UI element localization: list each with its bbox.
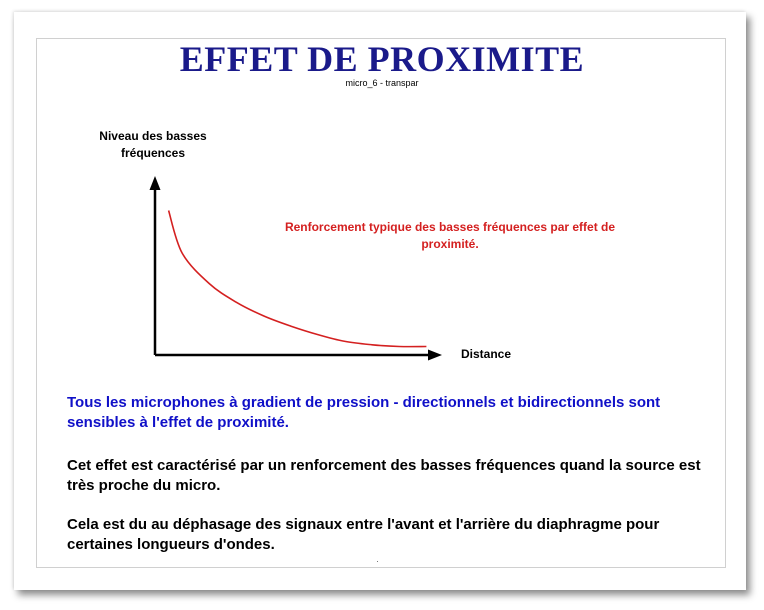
chart-curve-series-0 — [169, 211, 427, 347]
chart-annotation: Renforcement typique des basses fréquences par effet de proximité. — [284, 220, 616, 251]
chart-y-axis-arrowhead — [150, 176, 161, 190]
chart-x-axis-label: Distance — [461, 347, 512, 361]
slide-title: EFFET DE PROXIMITE — [179, 39, 585, 79]
slide-subtitle: micro_6 - transpar — [345, 78, 419, 88]
chart-x-axis-arrowhead — [428, 350, 442, 361]
slide-footer-dot — [377, 561, 378, 562]
chart-y-axis-label: Niveau des basses fréquences — [99, 129, 207, 160]
paragraph-proximity-intro: Tous les microphones à gradient de pression - directionnels et bidirectionnels sont sensibles à l'effet de proximité. — [67, 394, 661, 431]
paragraph-proximity-effect: Cet effet est caractérisé par un renforcement des basses fréquences quand la source est très proche du micro. — [67, 457, 701, 494]
paragraph-proximity-cause: Cela est du au déphasage des signaux entre l'avant et l'arrière du diaphragme pour certaines longueurs d'ondes. — [67, 516, 660, 553]
